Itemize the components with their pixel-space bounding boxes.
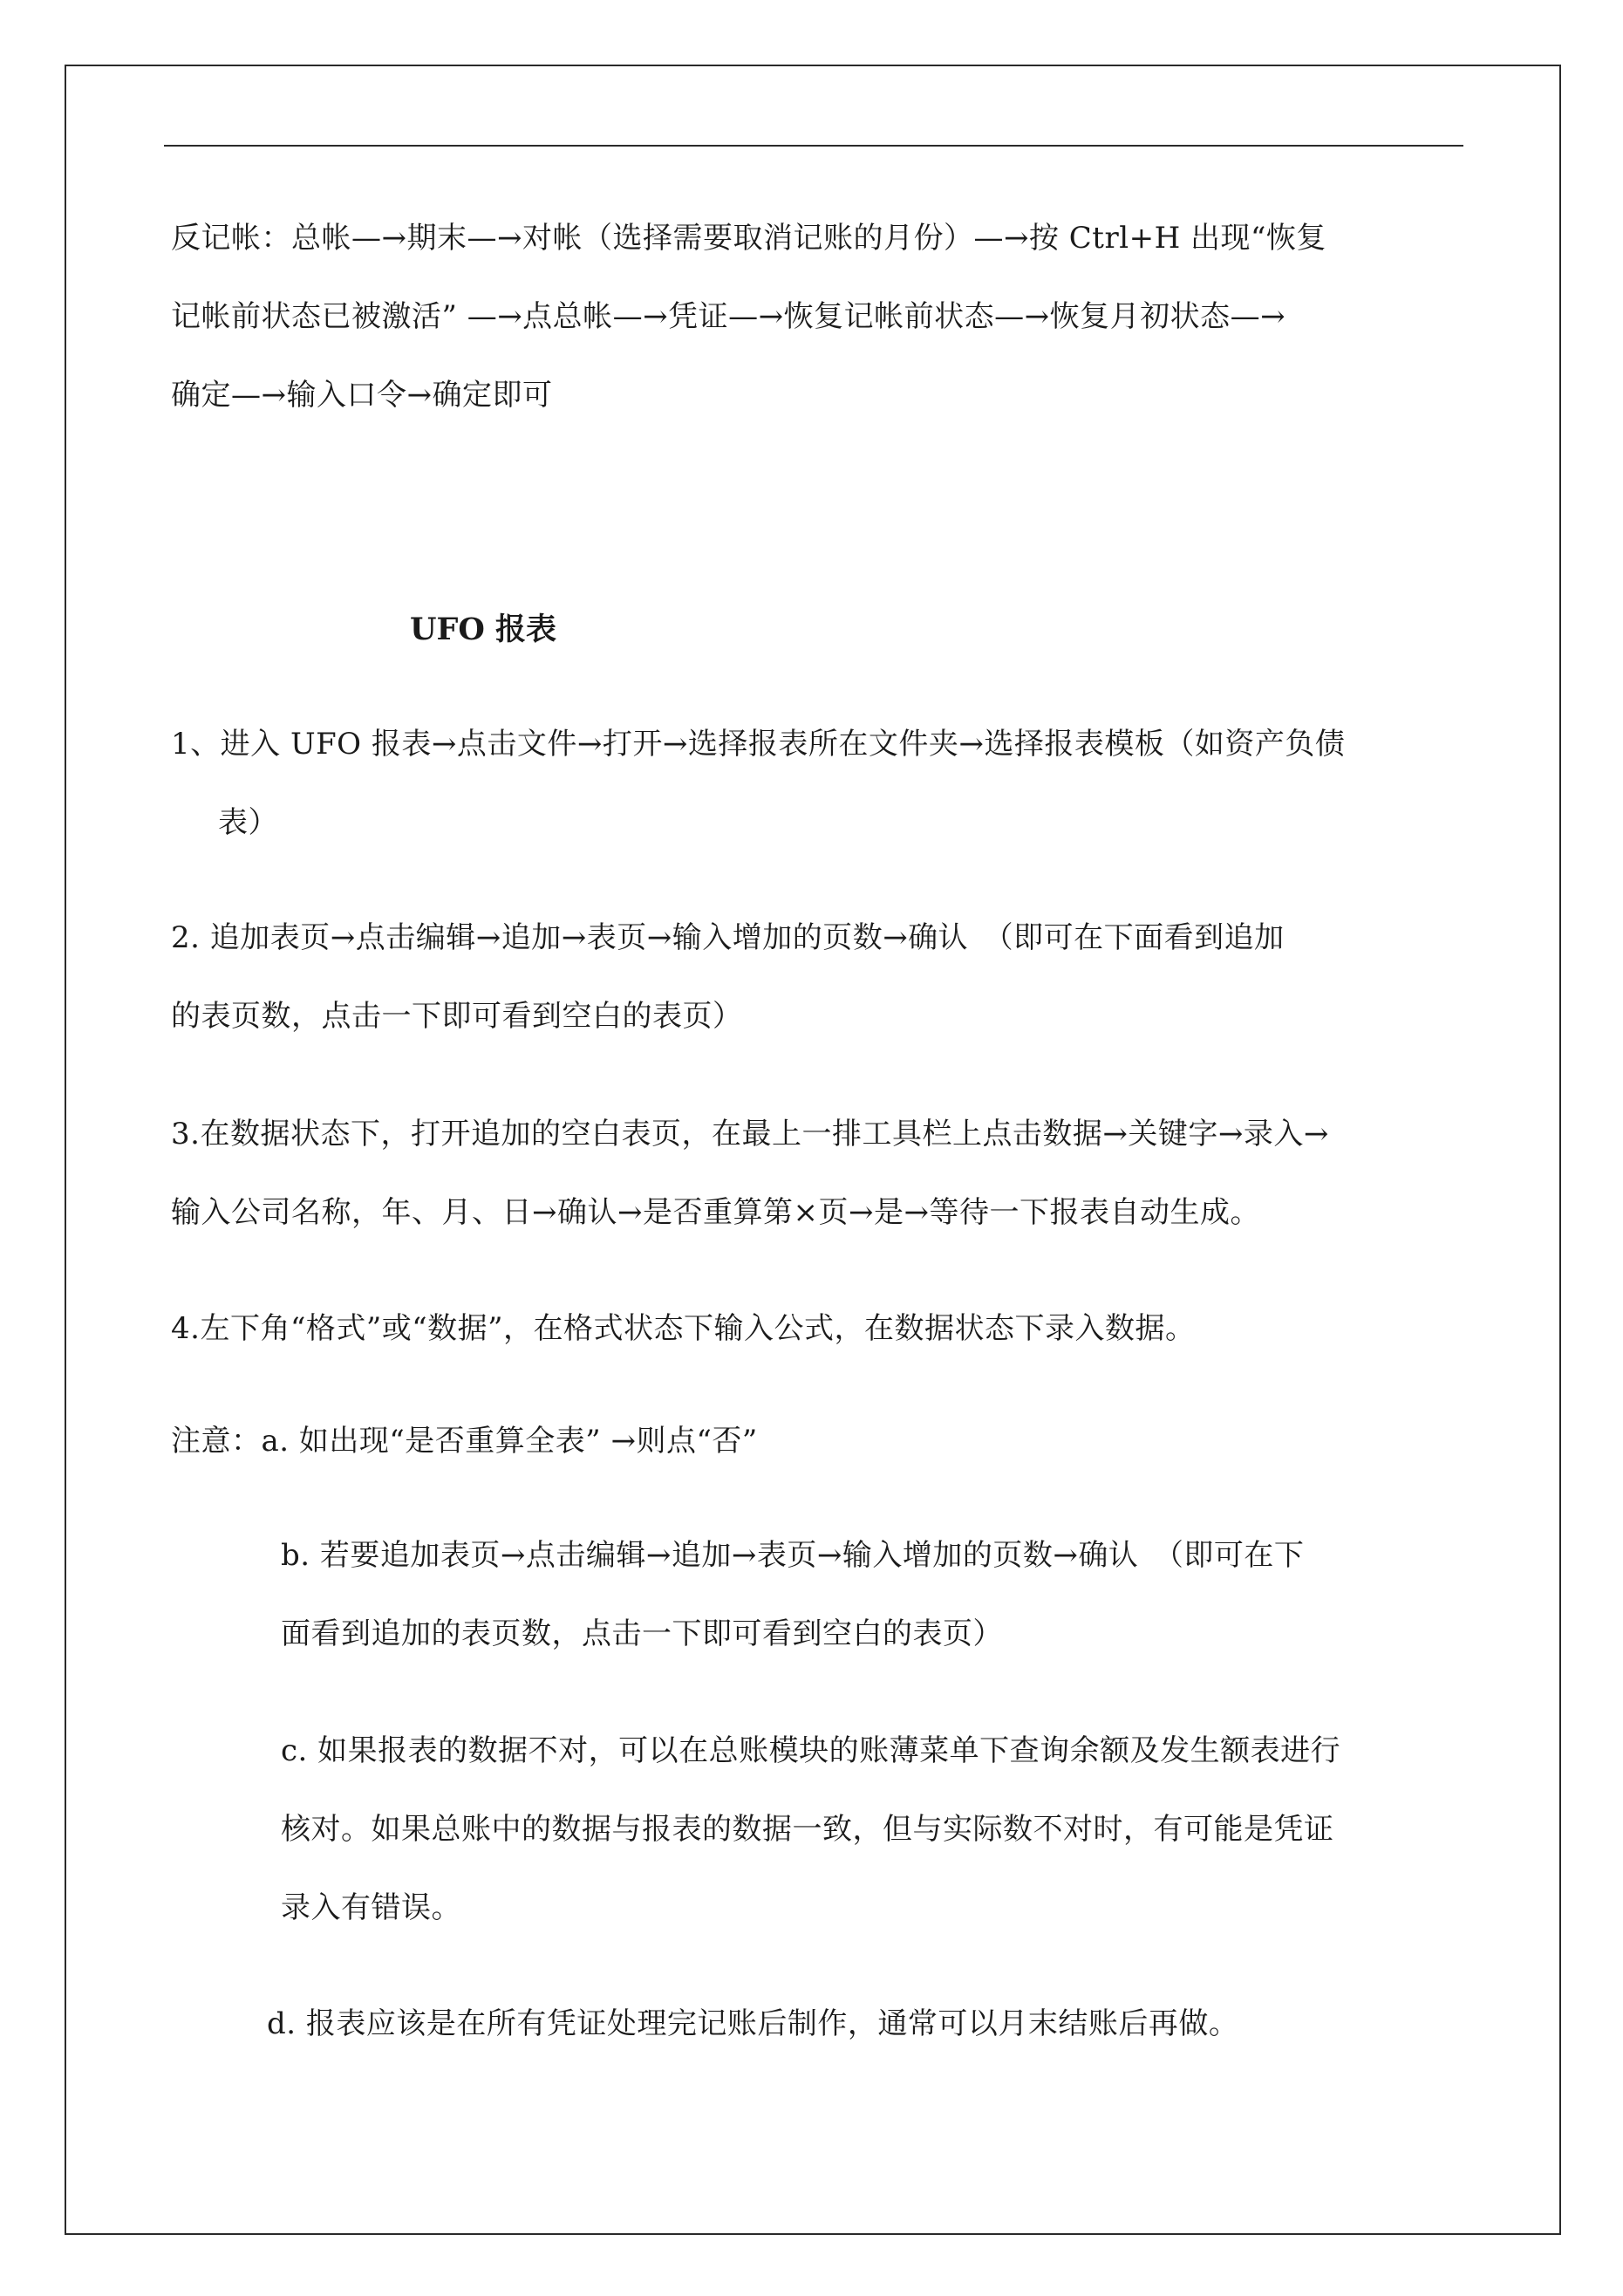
item-3-line-1: 3.在数据状态下，打开追加的空白表页，在最上一排工具栏上点击数据→关键字→录入→ xyxy=(171,1117,1329,1151)
header-rule xyxy=(164,145,1463,147)
note-a: 注意：a. 如出现“是否重算全表” →则点“否” xyxy=(171,1424,758,1459)
reverse-posting-line-2: 记帐前状态已被激活” —→点总帐—→凭证—→恢复记帐前状态—→恢复月初状态—→ xyxy=(171,299,1286,334)
section-title-ufo: UFO 报表 xyxy=(410,612,557,647)
reverse-posting-line-1: 反记帐：总帐—→期末—→对帐（选择需要取消记账的月份）—→按 Ctrl+H 出现“恢复 xyxy=(171,221,1326,256)
note-c-line-3: 录入有错误。 xyxy=(281,1890,461,1925)
note-c-line-1: c. 如果报表的数据不对，可以在总账模块的账薄菜单下查询余额及发生额表进行 xyxy=(281,1733,1341,1768)
item-4-line-1: 4.左下角“格式”或“数据”，在格式状态下输入公式，在数据状态下录入数据。 xyxy=(171,1311,1196,1346)
item-2-line-1: 2. 追加表页→点击编辑→追加→表页→输入增加的页数→确认 （即可在下面看到追加 xyxy=(171,920,1285,955)
note-b-line-1: b. 若要追加表页→点击编辑→追加→表页→输入增加的页数→确认 （即可在下 xyxy=(281,1538,1305,1573)
item-3-line-2: 输入公司名称，年、月、日→确认→是否重算第×页→是→等待一下报表自动生成。 xyxy=(171,1195,1260,1230)
note-d: d. 报表应该是在所有凭证处理完记账后制作，通常可以月末结账后再做。 xyxy=(267,2006,1239,2041)
item-1-line-2: 表） xyxy=(218,805,278,840)
reverse-posting-line-3: 确定—→输入口令→确定即可 xyxy=(171,378,553,413)
note-c-line-2: 核对。如果总账中的数据与报表的数据一致，但与实际数不对时，有可能是凭证 xyxy=(281,1812,1334,1847)
item-2-line-2: 的表页数，点击一下即可看到空白的表页） xyxy=(171,999,743,1034)
item-1-line-1: 1、进入 UFO 报表→点击文件→打开→选择报表所在文件夹→选择报表模板（如资产负债 xyxy=(171,727,1346,762)
note-b-line-2: 面看到追加的表页数，点击一下即可看到空白的表页） xyxy=(281,1616,1003,1651)
